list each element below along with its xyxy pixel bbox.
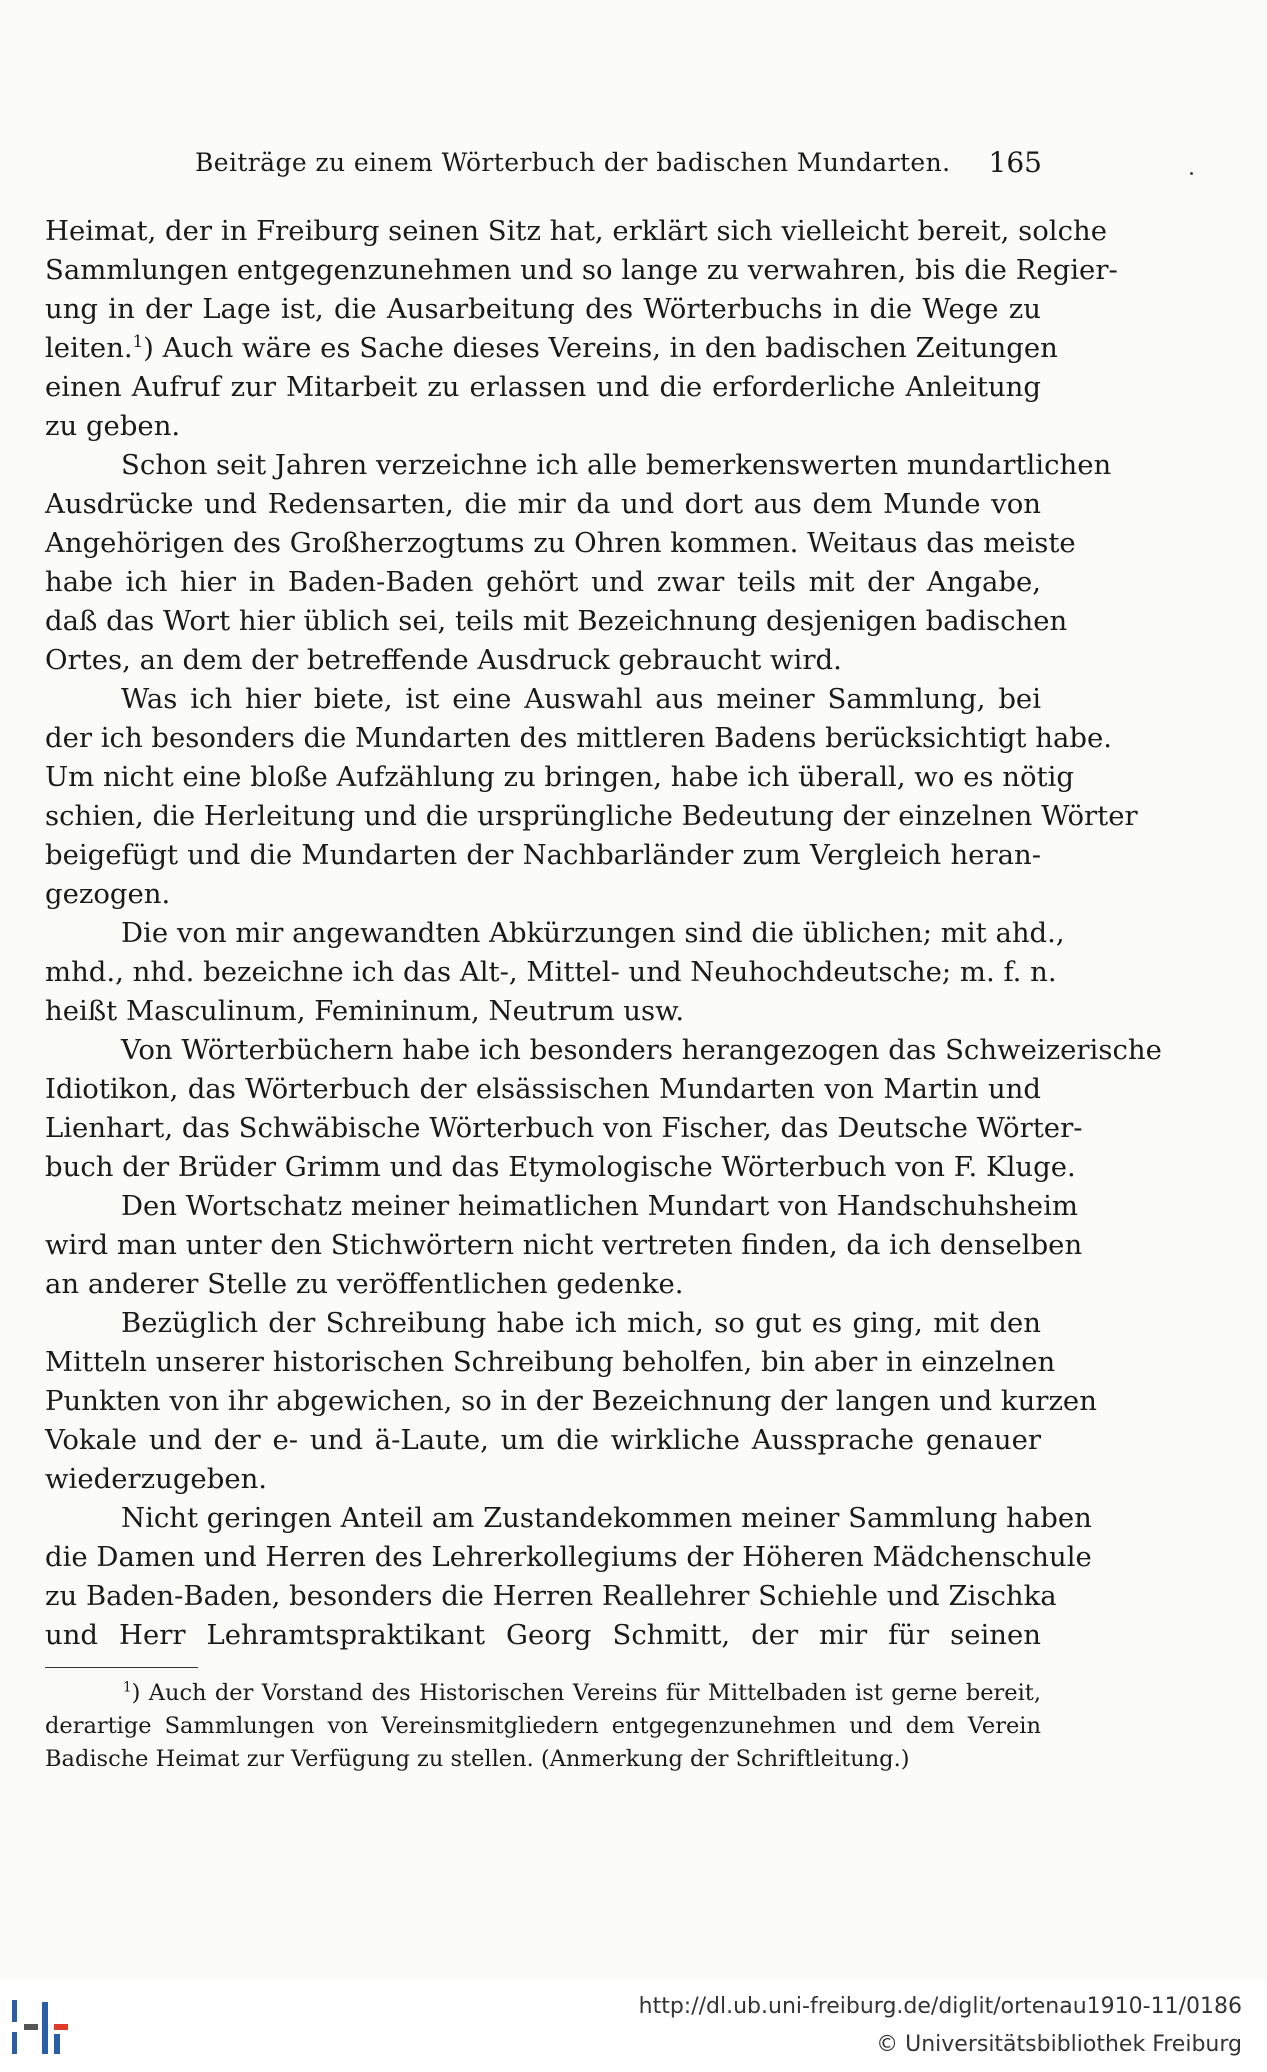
text-line: mhd., nhd. bezeichne ich das Alt-, Mittel- und Neuhochdeutsche; m. f. n. [45,956,1057,988]
text-line: Heimat, der in Freiburg seinen Sitz hat, erklärt sich vielleicht bereit, solche [45,215,1107,247]
text-line: Ausdrücke und Redensarten, die mir da und dort aus dem Munde von [45,488,1041,520]
text-line: Punkten von ihr abgewichen, so in der Bezeichnung der langen und kurzen [45,1385,1097,1417]
footnote-line [45,1677,1041,1710]
text-line: beigefügt und die Mundarten der Nachbarländer zum Vergleich heran- [45,839,1041,871]
footnote-marker[interactable]: 1 [132,331,144,351]
text-line: Schon seit Jahren verzeichne ich alle bemerkenswerten mundartlichen [121,449,1112,481]
line-text: leiten. [45,332,133,364]
footnote-rule [45,1667,198,1668]
line-text: ) Auch der Vorstand des Historischen Vereins für Mittelbaden ist gerne bereit, [131,1680,1041,1706]
text-line: zu Baden-Baden, besonders die Herren Reallehrer Schiehle und Zischka [45,1580,1057,1612]
text-line: und Herr Lehramtspraktikant Georg Schmitt, der mir für seinen [45,1619,1041,1651]
text-line: schien, die Herleitung und die ursprüngliche Bedeutung der einzelnen Wörter [45,800,1138,832]
text-line: Lienhart, das Schwäbische Wörterbuch von Fischer, das Deutsche Wörter- [45,1112,1083,1144]
source-url[interactable]: http://dl.ub.uni-freiburg.de/diglit/ortenau1910-11/0186 [638,1994,1242,2019]
text-line: wird man unter den Stichwörtern nicht vertreten finden, da ich denselben [45,1229,1083,1261]
text-line: buch der Brüder Grimm und das Etymologische Wörterbuch von F. Kluge. [45,1151,1076,1183]
footnotes [45,1677,1041,1776]
copyright-notice: © Universitätsbibliothek Freiburg [876,2032,1242,2057]
ub-freiburg-logo-icon [8,1994,78,2068]
footnote-line: Badische Heimat zur Verfügung zu stellen. (Anmerkung der Schriftleitung.) [45,1746,910,1772]
text-line: die Damen und Herren des Lehrerkollegiums der Höheren Mädchenschule [45,1541,1092,1573]
line-text: ) Auch wäre es Sache dieses Vereins, in den badischen Zeitungen [143,332,1058,364]
text-line: Ortes, an dem der betreffende Ausdruck gebraucht wird. [45,644,842,676]
text-line: Von Wörterbüchern habe ich besonders herangezogen das Schweizerische [121,1034,1162,1066]
running-head [0,148,1267,188]
text-line: Bezüglich der Schreibung habe ich mich, so gut es ging, mit den [121,1307,1041,1339]
text-line: wiederzugeben. [45,1463,268,1495]
text-line: Nicht geringen Anteil am Zustandekommen meiner Sammlung haben [121,1502,1092,1534]
body-text [45,212,1162,1655]
footnote-marker: 1 [123,1679,132,1696]
text-line: der ich besonders die Mundarten des mittleren Badens berücksichtigt habe. [45,722,1112,754]
text-line: Idiotikon, das Wörterbuch der elsässischen Mundarten von Martin und [45,1073,1041,1105]
footnote-line: derartige Sammlungen von Vereinsmitgliedern entgegenzunehmen und dem Verein [45,1713,1041,1739]
text-line: gezogen. [45,878,171,910]
text-line: Mitteln unserer historischen Schreibung beholfen, bin aber in einzelnen [45,1346,1056,1378]
text-line: Den Wortschatz meiner heimatlichen Mundart von Handschuhsheim [121,1190,1078,1222]
text-line: daß das Wort hier üblich sei, teils mit Bezeichnung desjenigen badischen [45,605,1068,637]
text-line: Sammlungen entgegenzunehmen und so lange zu verwahren, bis die Regier- [45,254,1118,286]
viewer-footer [0,1980,1267,2072]
text-line: habe ich hier in Baden-Baden gehört und zwar teils mit der Angabe, [45,566,1041,598]
text-line: Was ich hier biete, ist eine Auswahl aus meiner Sammlung, bei [121,683,1041,715]
text-line: Um nicht eine bloße Aufzählung zu bringen, habe ich überall, wo es nötig [45,761,1074,793]
text-line: Angehörigen des Großherzogtums zu Ohren kommen. Weitaus das meiste [45,527,1076,559]
scan-speck [1190,172,1193,175]
text-line: Die von mir angewandten Abkürzungen sind die üblichen; mit ahd., [121,917,1065,949]
text-line: an anderer Stelle zu veröffentlichen gedenke. [45,1268,684,1300]
text-line: einen Aufruf zur Mitarbeit zu erlassen und die erforderliche Anleitung [45,371,1041,403]
text-line [45,329,1058,368]
running-title: Beiträge zu einem Wörterbuch der badischen Mundarten. [195,148,951,177]
text-line: heißt Masculinum, Femininum, Neutrum usw. [45,995,685,1027]
text-line: zu geben. [45,410,181,442]
text-line: ung in der Lage ist, die Ausarbeitung des Wörterbuchs in die Wege zu [45,293,1041,325]
text-line: Vokale und der e- und ä-Laute, um die wirkliche Aussprache genauer [45,1424,1041,1456]
page-number: 165 [988,146,1042,179]
